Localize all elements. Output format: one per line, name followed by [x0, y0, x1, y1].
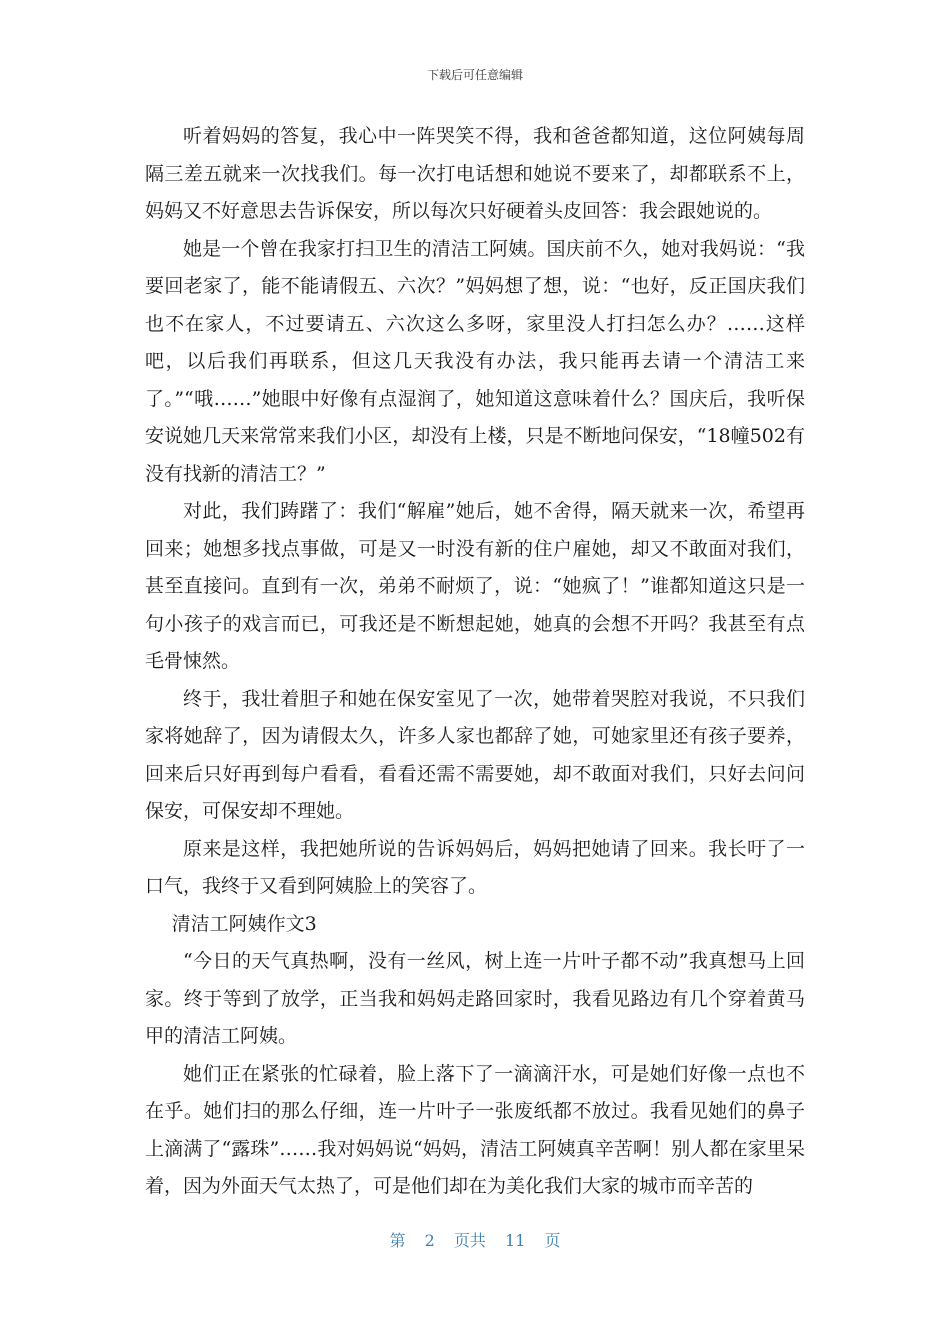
section-heading: 清洁工阿姨作文3	[171, 912, 317, 935]
page-footer	[0, 1228, 950, 1251]
total-pages-number: 11	[505, 1231, 526, 1250]
footer-suffix: 页	[544, 1231, 561, 1250]
paragraph: 听着妈妈的答复，我心中一阵哭笑不得，我和爸爸都知道，这位阿姨每周隔三差五就来一次找我们。每一次打电话想和她说不要来了，却都联系不上，妈妈又不好意思去告诉保安，所以每次只好硬着头皮回答：我会跟她说的。	[145, 125, 805, 222]
paragraph: 她是一个曾在我家打扫卫生的清洁工阿姨。国庆前不久，她对我妈说：“我要回老家了，能不能请假五、六次？”妈妈想了想，说：“也好，反正国庆我们也不在家人，不过要请五、六次这么多呀，家里没人打扫怎么办？……这样吧，以后我们再联系，但这几天我没有办法，我只能再去请一个清洁工来了。”“哦……”她眼中好像有点湿润了，她知道这意味着什么？国庆后，我听保安说她几天来常常来我们小区，却没有上楼，只是不断地问保安，“18幢502有没有找新的清洁工？”	[145, 237, 805, 485]
paragraph: 终于，我壮着胆子和她在保安室见了一次，她带着哭腔对我说，不只我们家将她辞了，因为请假太久，许多人家也都辞了她，可她家里还有孩子要养，回来后只好再到每户看看，看看还需不需要她，却不敢面对我们，只好去问问保安，可保安却不理她。	[145, 687, 805, 822]
footer-prefix: 第	[389, 1231, 406, 1250]
page-header: 下载后可任意编辑	[426, 68, 523, 82]
paragraph: “今日的天气真热啊，没有一丝风，树上连一片叶子都不动”我真想马上回家。终于等到了放学，正当我和妈妈走路回家时，我看见路边有几个穿着黄马甲的清洁工阿姨。	[145, 950, 805, 1047]
paragraph: 对此，我们踌躇了：我们“解雇”她后，她不舍得，隔天就来一次，希望再回来；她想多找点事做，可是又一时没有新的住户雇她，却又不敢面对我们，甚至直接问。直到有一次，弟弟不耐烦了，说：“她疯了！”谁都知道这只是一句小孩子的戏言而已，可我还是不断想起她，她真的会想不开吗？我甚至有点毛骨悚然。	[145, 500, 805, 672]
paragraph: 她们正在紧张的忙碌着，脸上落下了一滴滴汗水，可是她们好像一点也不在乎。她们扫的那么仔细，连一片叶子一张废纸都不放过。我看见她们的鼻子上滴满了“露珠”……我对妈妈说“妈妈，清洁工阿姨真辛苦啊！别人都在家里呆着，因为外面天气太热了，可是他们却在为美化我们大家的城市而辛苦的	[145, 1062, 805, 1197]
article-body	[145, 118, 805, 1206]
footer-middle: 页共	[453, 1231, 486, 1250]
current-page-number: 2	[424, 1231, 435, 1250]
paragraph: 原来是这样，我把她所说的告诉妈妈后，妈妈把她请了回来。我长吁了一口气，我终于又看到阿姨脸上的笑容了。	[145, 837, 805, 897]
